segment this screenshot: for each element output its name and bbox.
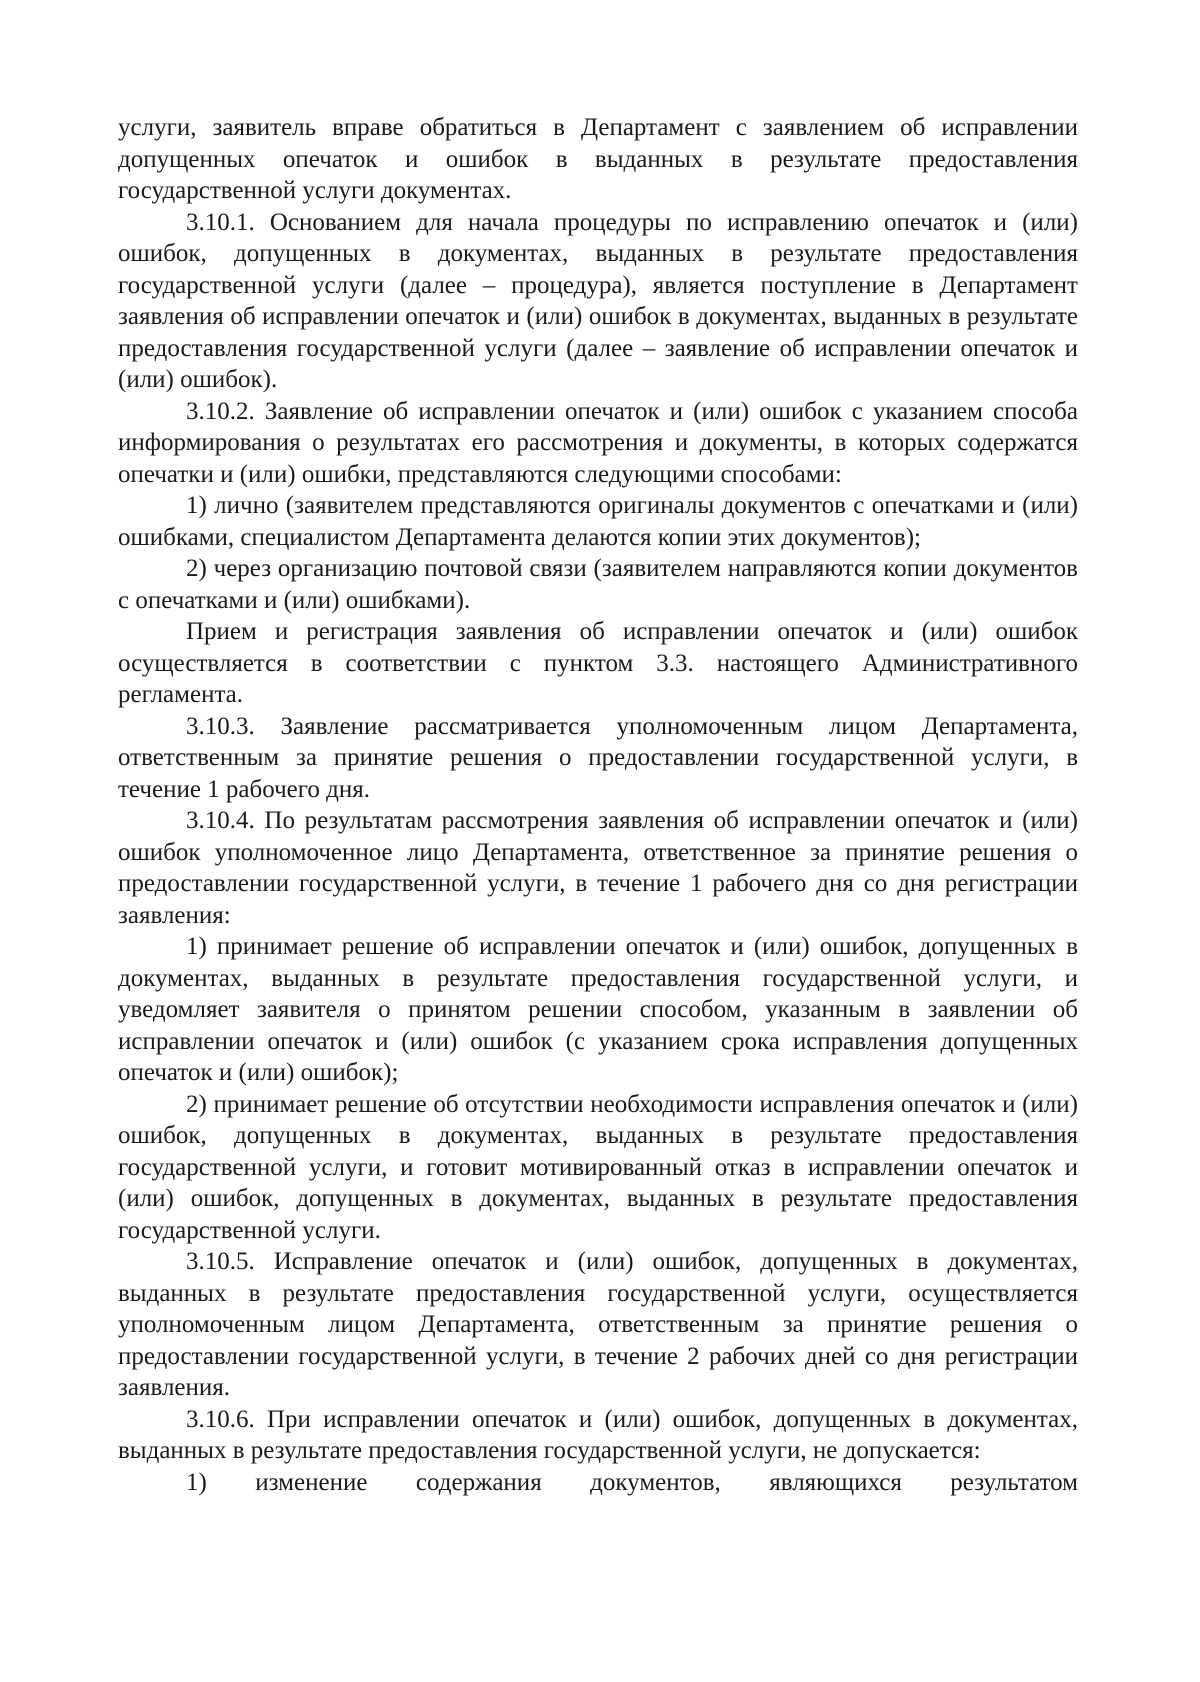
paragraph-3-10-1: 3.10.1. Основанием для начала процедуры по исправлению опечаток и (или) ошибок, допущенных в документах, выданных в результате предоставления государственной услуги (далее – процедура), является поступление в Департамент заявления об исправлении опечаток и (или) ошибок в документах, выданных в результате предоставления государственной услуги (далее – заявление об исправлении опечаток и (или) ошибок).: [118, 208, 1078, 393]
paragraph-3-10-4-item-1: 1) принимает решение об исправлении опечаток и (или) ошибок, допущенных в документах, выданных в результате предоставления государственной услуги, и уведомляет заявителя о принятом решении способом, указанным в заявлении об исправлении опечаток и (или) ошибок (с указанием срока исправления допущенных опечаток и (или) ошибок);: [118, 933, 1078, 1086]
paragraph-3-10-2: 3.10.2. Заявление об исправлении опечаток и (или) ошибок с указанием способа информирования о результатах его рассмотрения и документы, в которых содержатся опечатки и (или) ошибки, представляются следующими способами:: [118, 397, 1078, 488]
paragraph-3-10-4-item-2: 2) принимает решение об отсутствии необходимости исправления опечаток и (или) ошибок, допущенных в документах, выданных в результате предоставления государственной услуги, и готовит мотивированный отказ в исправлении опечаток и (или) ошибок, допущенных в документах, выданных в результате предоставления государственной услуги.: [118, 1090, 1078, 1244]
paragraph-3-10-6-item-1: 1) изменение содержания документов, являющихся результатом: [186, 1468, 1078, 1496]
paragraph-3-10-2-item-2: 2) через организацию почтовой связи (заявителем направляются копии документов с опечатками и (или) ошибками).: [118, 555, 1078, 614]
paragraph-intro: услуги, заявитель вправе обратиться в Департамент с заявлением об исправлении допущенных опечаток и ошибок в выданных в результате предоставления государственной услуги документах.: [118, 114, 1078, 204]
paragraph-3-10-5: 3.10.5. Исправление опечаток и (или) ошибок, допущенных в документах, выданных в результате предоставления государственной услуги, осуществляется уполномоченным лицом Департамента, ответственным за принятие решения о предоставлении государственной услуги, в течение 2 рабочих дней со дня регистрации заявления.: [118, 1248, 1078, 1401]
paragraph-3-10-4: 3.10.4. По результатам рассмотрения заявления об исправлении опечаток и (или) ошибок уполномоченное лицо Департамента, ответственное за принятие решения о предоставлении государственной услуги, в течение 1 рабочего дня со дня регистрации заявления:: [118, 807, 1078, 929]
paragraph-registration: Прием и регистрация заявления об исправлении опечаток и (или) ошибок осуществляется в соответствии с пунктом 3.3. настоящего Административного регламента.: [118, 618, 1078, 708]
paragraph-3-10-2-item-1: 1) лично (заявителем представляются оригиналы документов с опечатками и (или) ошибками, специалистом Департамента делаются копии этих документов);: [118, 492, 1078, 551]
document-page: [118, 112, 1078, 1498]
paragraph-3-10-6: 3.10.6. При исправлении опечаток и (или) ошибок, допущенных в документах, выданных в результате предоставления государственной услуги, не допускается:: [118, 1405, 1078, 1464]
paragraph-3-10-3: 3.10.3. Заявление рассматривается уполномоченным лицом Департамента, ответственным за принятие решения о предоставлении государственной услуги, в течение 1 рабочего дня.: [118, 712, 1078, 803]
